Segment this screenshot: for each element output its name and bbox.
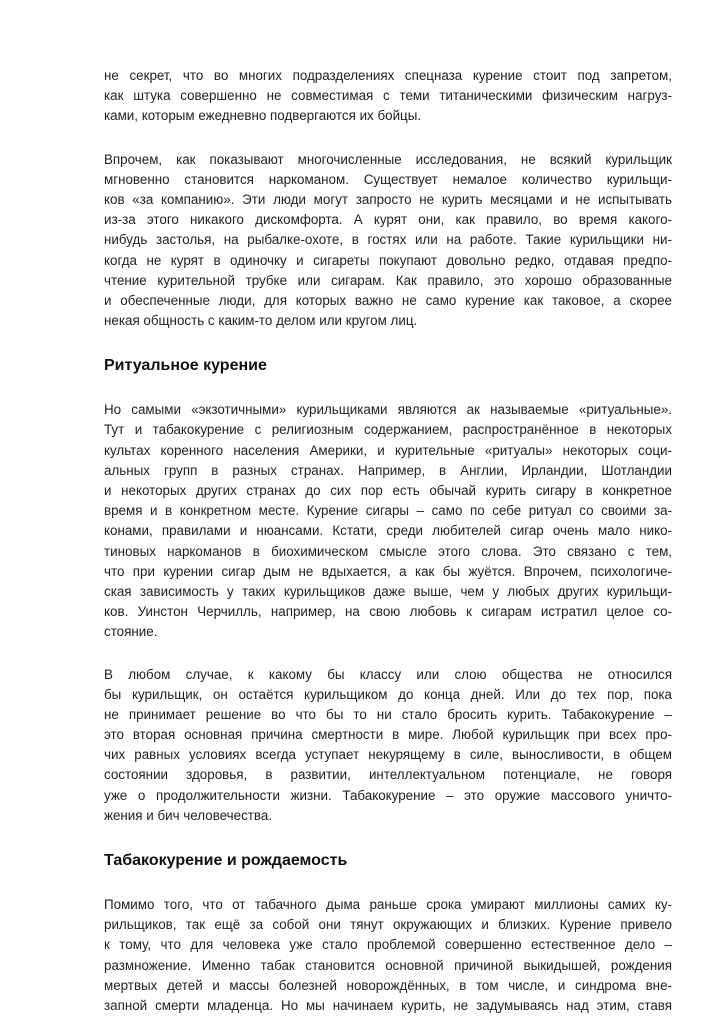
text-line: запной смерти младенца. Но мы начинаем курить, не задумываясь над этим, ставя <box>104 997 672 1013</box>
text-line: мгновенно становится наркоманом. Существует немалое количество курильщи- <box>104 171 672 187</box>
document-page <box>104 66 672 1016</box>
section-heading-ritual-smoking: Ритуальное курение <box>104 357 267 375</box>
paragraph-birthrate <box>104 895 672 1016</box>
text-line: когда не курят в одиночку и сигареты покупают довольно редко, отдавая предпо- <box>104 252 672 268</box>
paragraph-smoker-for-life <box>104 665 672 827</box>
text-line: бы курильщик, он остаётся курильщиком до конца дней. Или до тех пор, пока <box>104 686 672 702</box>
paragraph-spacer <box>104 643 672 665</box>
text-line: это вторая основная причина смертности в мире. Любой курильщик при всех про- <box>104 727 672 743</box>
text-line: как штука совершенно не совместимая с теми титаническими физическим нагруз- <box>104 88 672 104</box>
text-line: жения и бич человечества. <box>104 807 273 823</box>
text-line: культах коренного населения Америки, и курительные «ритуалы» некоторых соци- <box>104 442 672 458</box>
text-line: и обеспеченные люди, для которых важно не само курение как таковое, а скорее <box>104 292 672 308</box>
text-line: ками, которым ежедневно подвергаются их бойцы. <box>104 108 422 124</box>
text-line: чтение курительной трубке или сигарам. Как правило, это хорошо образованные <box>104 272 672 288</box>
text-line: рильщиков, так ещё за собой они тянут окружающих и близких. Курение привело <box>104 917 672 933</box>
text-line: ков «за компанию». Эти люди могут запросто не курить месяцами и не испытывать <box>104 191 672 207</box>
text-line: к тому, что для человека уже стало проблемой совершенно естественное дело – <box>104 937 672 953</box>
text-line: конами, правилами и нюансами. Кстати, среди любителей сигар очень мало нико- <box>104 523 672 539</box>
paragraph-company-smokers <box>104 150 672 332</box>
text-line: тиновых наркоманов в биохимическом смысле этого слова. Это связано с тем, <box>104 543 672 559</box>
text-line: нибудь застолья, на рыбалке-охоте, в гостях или на работе. Такие курильщики ни- <box>104 232 672 248</box>
paragraph-intro-continuation <box>104 66 672 127</box>
text-line: Тут и табакокурение с религиозным содержанием, распространённое в некоторых <box>104 422 672 438</box>
text-line: ская зависимость у таких курильщиков даже выше, чем у любых других курильщи- <box>104 583 672 599</box>
text-line: мертвых детей и массы болезней новорождённых, в том числе, и синдрома вне- <box>104 977 672 993</box>
text-line: В любом случае, к какому бы классу или слою общества не относился <box>104 666 672 682</box>
text-line: стояние. <box>104 624 158 640</box>
text-line: некая общность с каким-то делом или кругом лиц. <box>104 313 418 329</box>
text-line: размножение. Именно табак становится основной причиной выкидышей, рождения <box>104 957 672 973</box>
heading-spacer <box>104 826 672 850</box>
text-line: что при курении сигар дым не вдыхается, а как бы жуётся. Впрочем, психологиче- <box>104 563 672 579</box>
paragraph-ritual-smokers <box>104 400 672 642</box>
text-line: уже о продолжительности жизни. Табакокурение – это оружие массового уничто- <box>104 787 672 803</box>
text-line: из-за этого никакого дискомфорта. А курят они, как правило, во время какого- <box>104 212 672 228</box>
text-line: не принимает решение во что бы то ни стало бросить курить. Табакокурение – <box>104 706 672 722</box>
text-line: не секрет, что во многих подразделениях спецназа курение стоит под запретом, <box>104 68 672 83</box>
text-line: и некоторых других странах до сих пор есть обычай курить сигару в конкретное <box>104 483 672 498</box>
section-heading-smoking-and-birthrate: Табакокурение и рождаемость <box>104 852 348 869</box>
text-line: Но самыми «экзотичными» курильщиками являются ак называемые «ритуальные». <box>104 402 672 418</box>
heading-spacer <box>104 331 672 355</box>
paragraph-spacer <box>104 127 672 150</box>
heading-spacer <box>104 872 672 895</box>
text-line: время и в конкретном месте. Курение сигары – само по себе ритуал со своими за- <box>104 503 672 519</box>
text-line: Впрочем, как показывают многочисленные исследования, не всякий курильщик <box>104 151 672 167</box>
text-line: Помимо того, что от табачного дыма раньше срока умирают миллионы самих ку- <box>104 897 672 912</box>
text-line: альных групп в разных странах. Например, в Англии, Ирландии, Шотландии <box>104 462 672 478</box>
heading-spacer <box>104 377 672 400</box>
text-line: ков. Уинстон Черчилль, например, на свою любовь к сигарам истратил целое со- <box>104 604 672 620</box>
text-line: чих равных условиях всегда уступает некурящему в силе, выносливости, в общем <box>104 747 672 763</box>
text-line: состоянии здоровья, в развитии, интеллектуальном потенциале, не говоря <box>104 767 672 783</box>
